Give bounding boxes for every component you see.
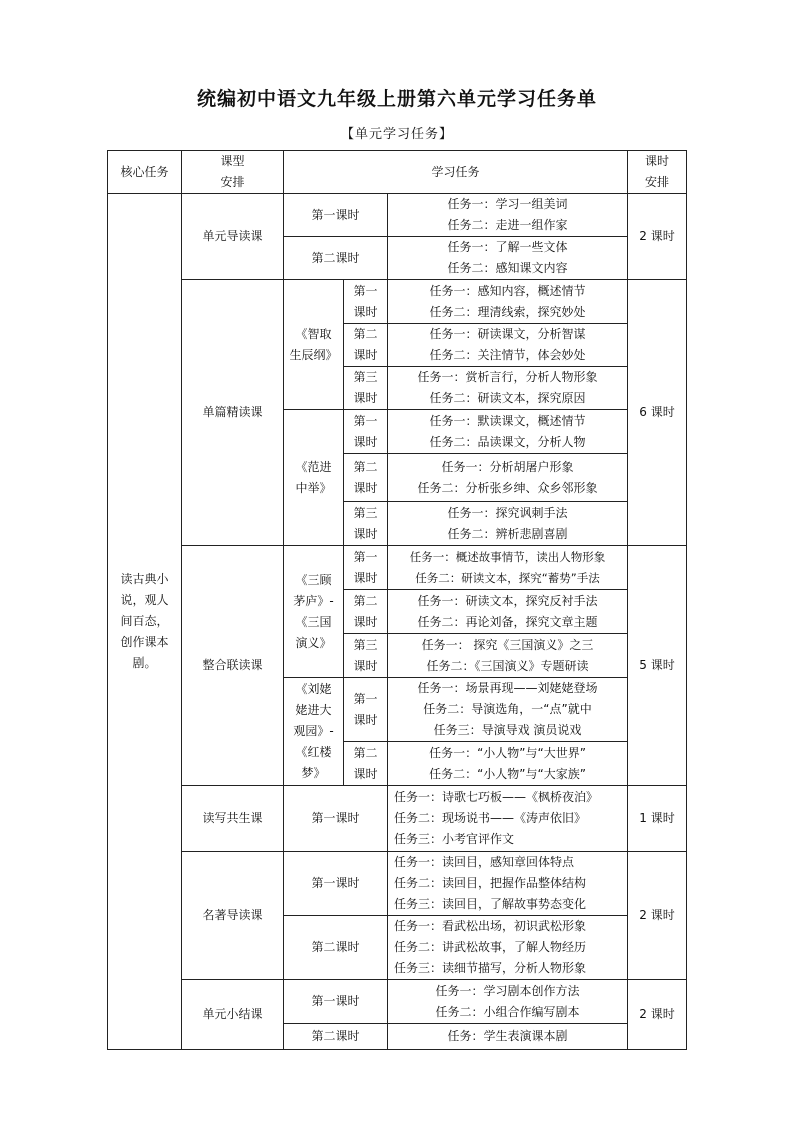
course-type-daodu: 单元导读课 xyxy=(182,194,284,280)
period-label: 第一 课时 xyxy=(344,546,388,590)
table-row xyxy=(108,852,687,916)
period-tasks: 任务一：看武松出场，初识武松形象 任务二：讲武松故事，了解人物经历 任务三：读细节描写，分析人物形象 xyxy=(388,916,628,980)
table-row xyxy=(108,980,687,1024)
class-hours-zhenghe: 5 课时 xyxy=(628,546,687,786)
core-task-cell: 读古典小 说，观人 间百态， 创作课本 剧。 xyxy=(108,194,182,1050)
class-hours-mingzhu: 2 课时 xyxy=(628,852,687,980)
period-tasks: 任务一：“小人物”与“大世界” 任务二：“小人物”与“大家族” xyxy=(388,742,628,786)
period-tasks: 任务一：学习剧本创作方法 任务二：小组合作编写剧本 xyxy=(388,980,628,1024)
period-label: 第三 课时 xyxy=(344,502,388,546)
period-tasks: 任务一：了解一些文体 任务二：感知课文内容 xyxy=(388,237,628,280)
period-tasks: 任务一：研读文本，探究反衬手法 任务二：再论刘备，探究文章主题 xyxy=(388,590,628,634)
period-label: 第二 课时 xyxy=(344,454,388,502)
course-type-mingzhu: 名著导读课 xyxy=(182,852,284,980)
period-label: 第二 课时 xyxy=(344,742,388,786)
period-label: 第一 课时 xyxy=(344,410,388,454)
period-tasks: 任务一：分析胡屠户形象 任务二：分析张乡绅、众乡邻形象 xyxy=(388,454,628,502)
period-tasks: 任务一：感知内容，概述情节 任务二：理清线索，探究妙处 xyxy=(388,280,628,324)
period-tasks: 任务一：概述故事情节，读出人物形象 任务二：研读文本，探究“蓄势”手法 xyxy=(388,546,628,590)
text-name-fanjin: 《范进 中举》 xyxy=(284,410,344,546)
period-label: 第二课时 xyxy=(284,916,388,980)
class-hours-daodu: 2 课时 xyxy=(628,194,687,280)
period-tasks: 任务一： 探究《三国演义》之三 任务二：《三国演义》专题研读 xyxy=(388,634,628,678)
header-class-hours: 课时 安排 xyxy=(628,151,687,194)
text-name-liulaolao: 《刘姥 姥进大 观园》- 《红楼 梦》 xyxy=(284,678,344,786)
unit-task-table xyxy=(107,150,687,1050)
period-label: 第二 课时 xyxy=(344,324,388,367)
course-type-xiaojie: 单元小结课 xyxy=(182,980,284,1050)
period-tasks: 任务：学生表演课本剧 xyxy=(388,1024,628,1050)
text-name-zhiqu: 《智取 生辰纲》 xyxy=(284,280,344,410)
class-hours-jingdu: 6 课时 xyxy=(628,280,687,546)
period-label: 第二课时 xyxy=(284,237,388,280)
text-name-sangu: 《三顾 茅庐》- 《三国 演义》 xyxy=(284,546,344,678)
period-tasks: 任务一：场景再现——刘姥姥登场 任务二：导演选角，一“点”就中 任务三：导演导戏 演员说戏 xyxy=(388,678,628,742)
period-tasks: 任务一：学习一组美词 任务二：走进一组作家 xyxy=(388,194,628,237)
course-type-jingdu: 单篇精读课 xyxy=(182,280,284,546)
period-label: 第二 课时 xyxy=(344,590,388,634)
table-header-row xyxy=(108,151,687,194)
course-type-duxie: 读写共生课 xyxy=(182,786,284,852)
table-row xyxy=(108,194,687,237)
page-title: 统编初中语文九年级上册第六单元学习任务单 xyxy=(196,88,597,110)
period-tasks: 任务一：诗歌七巧板——《枫桥夜泊》 任务二：现场说书——《涛声依旧》 任务三：小考官评作文 xyxy=(388,786,628,852)
class-hours-duxie: 1 课时 xyxy=(628,786,687,852)
header-learning-task: 学习任务 xyxy=(284,151,628,194)
class-hours-xiaojie: 2 课时 xyxy=(628,980,687,1050)
period-tasks: 任务一：读回目，感知章回体特点 任务二：读回目，把握作品整体结构 任务三：读回目，了解故事势态变化 xyxy=(388,852,628,916)
period-label: 第二课时 xyxy=(284,1024,388,1050)
header-course-type: 课型 安排 xyxy=(182,151,284,194)
period-label: 第一 课时 xyxy=(344,678,388,742)
period-label: 第三 课时 xyxy=(344,367,388,410)
table-row xyxy=(108,786,687,852)
period-tasks: 任务一：默读课文，概述情节 任务二：品读课文，分析人物 xyxy=(388,410,628,454)
header-core-task: 核心任务 xyxy=(108,151,182,194)
period-tasks: 任务一：研读课文，分析智谋 任务二：关注情节，体会妙处 xyxy=(388,324,628,367)
period-tasks: 任务一：探究讽刺手法 任务二：辨析悲剧喜剧 xyxy=(388,502,628,546)
period-label: 第一课时 xyxy=(284,980,388,1024)
table-row xyxy=(108,280,687,324)
period-label: 第一课时 xyxy=(284,194,388,237)
period-label: 第一课时 xyxy=(284,786,388,852)
period-label: 第三 课时 xyxy=(344,634,388,678)
table-row xyxy=(108,546,687,590)
period-label: 第一课时 xyxy=(284,852,388,916)
period-tasks: 任务一：赏析言行，分析人物形象 任务二：研读文本，探究原因 xyxy=(388,367,628,410)
section-subtitle: 【单元学习任务】 xyxy=(340,127,453,142)
course-type-zhenghe: 整合联读课 xyxy=(182,546,284,786)
period-label: 第一 课时 xyxy=(344,280,388,324)
